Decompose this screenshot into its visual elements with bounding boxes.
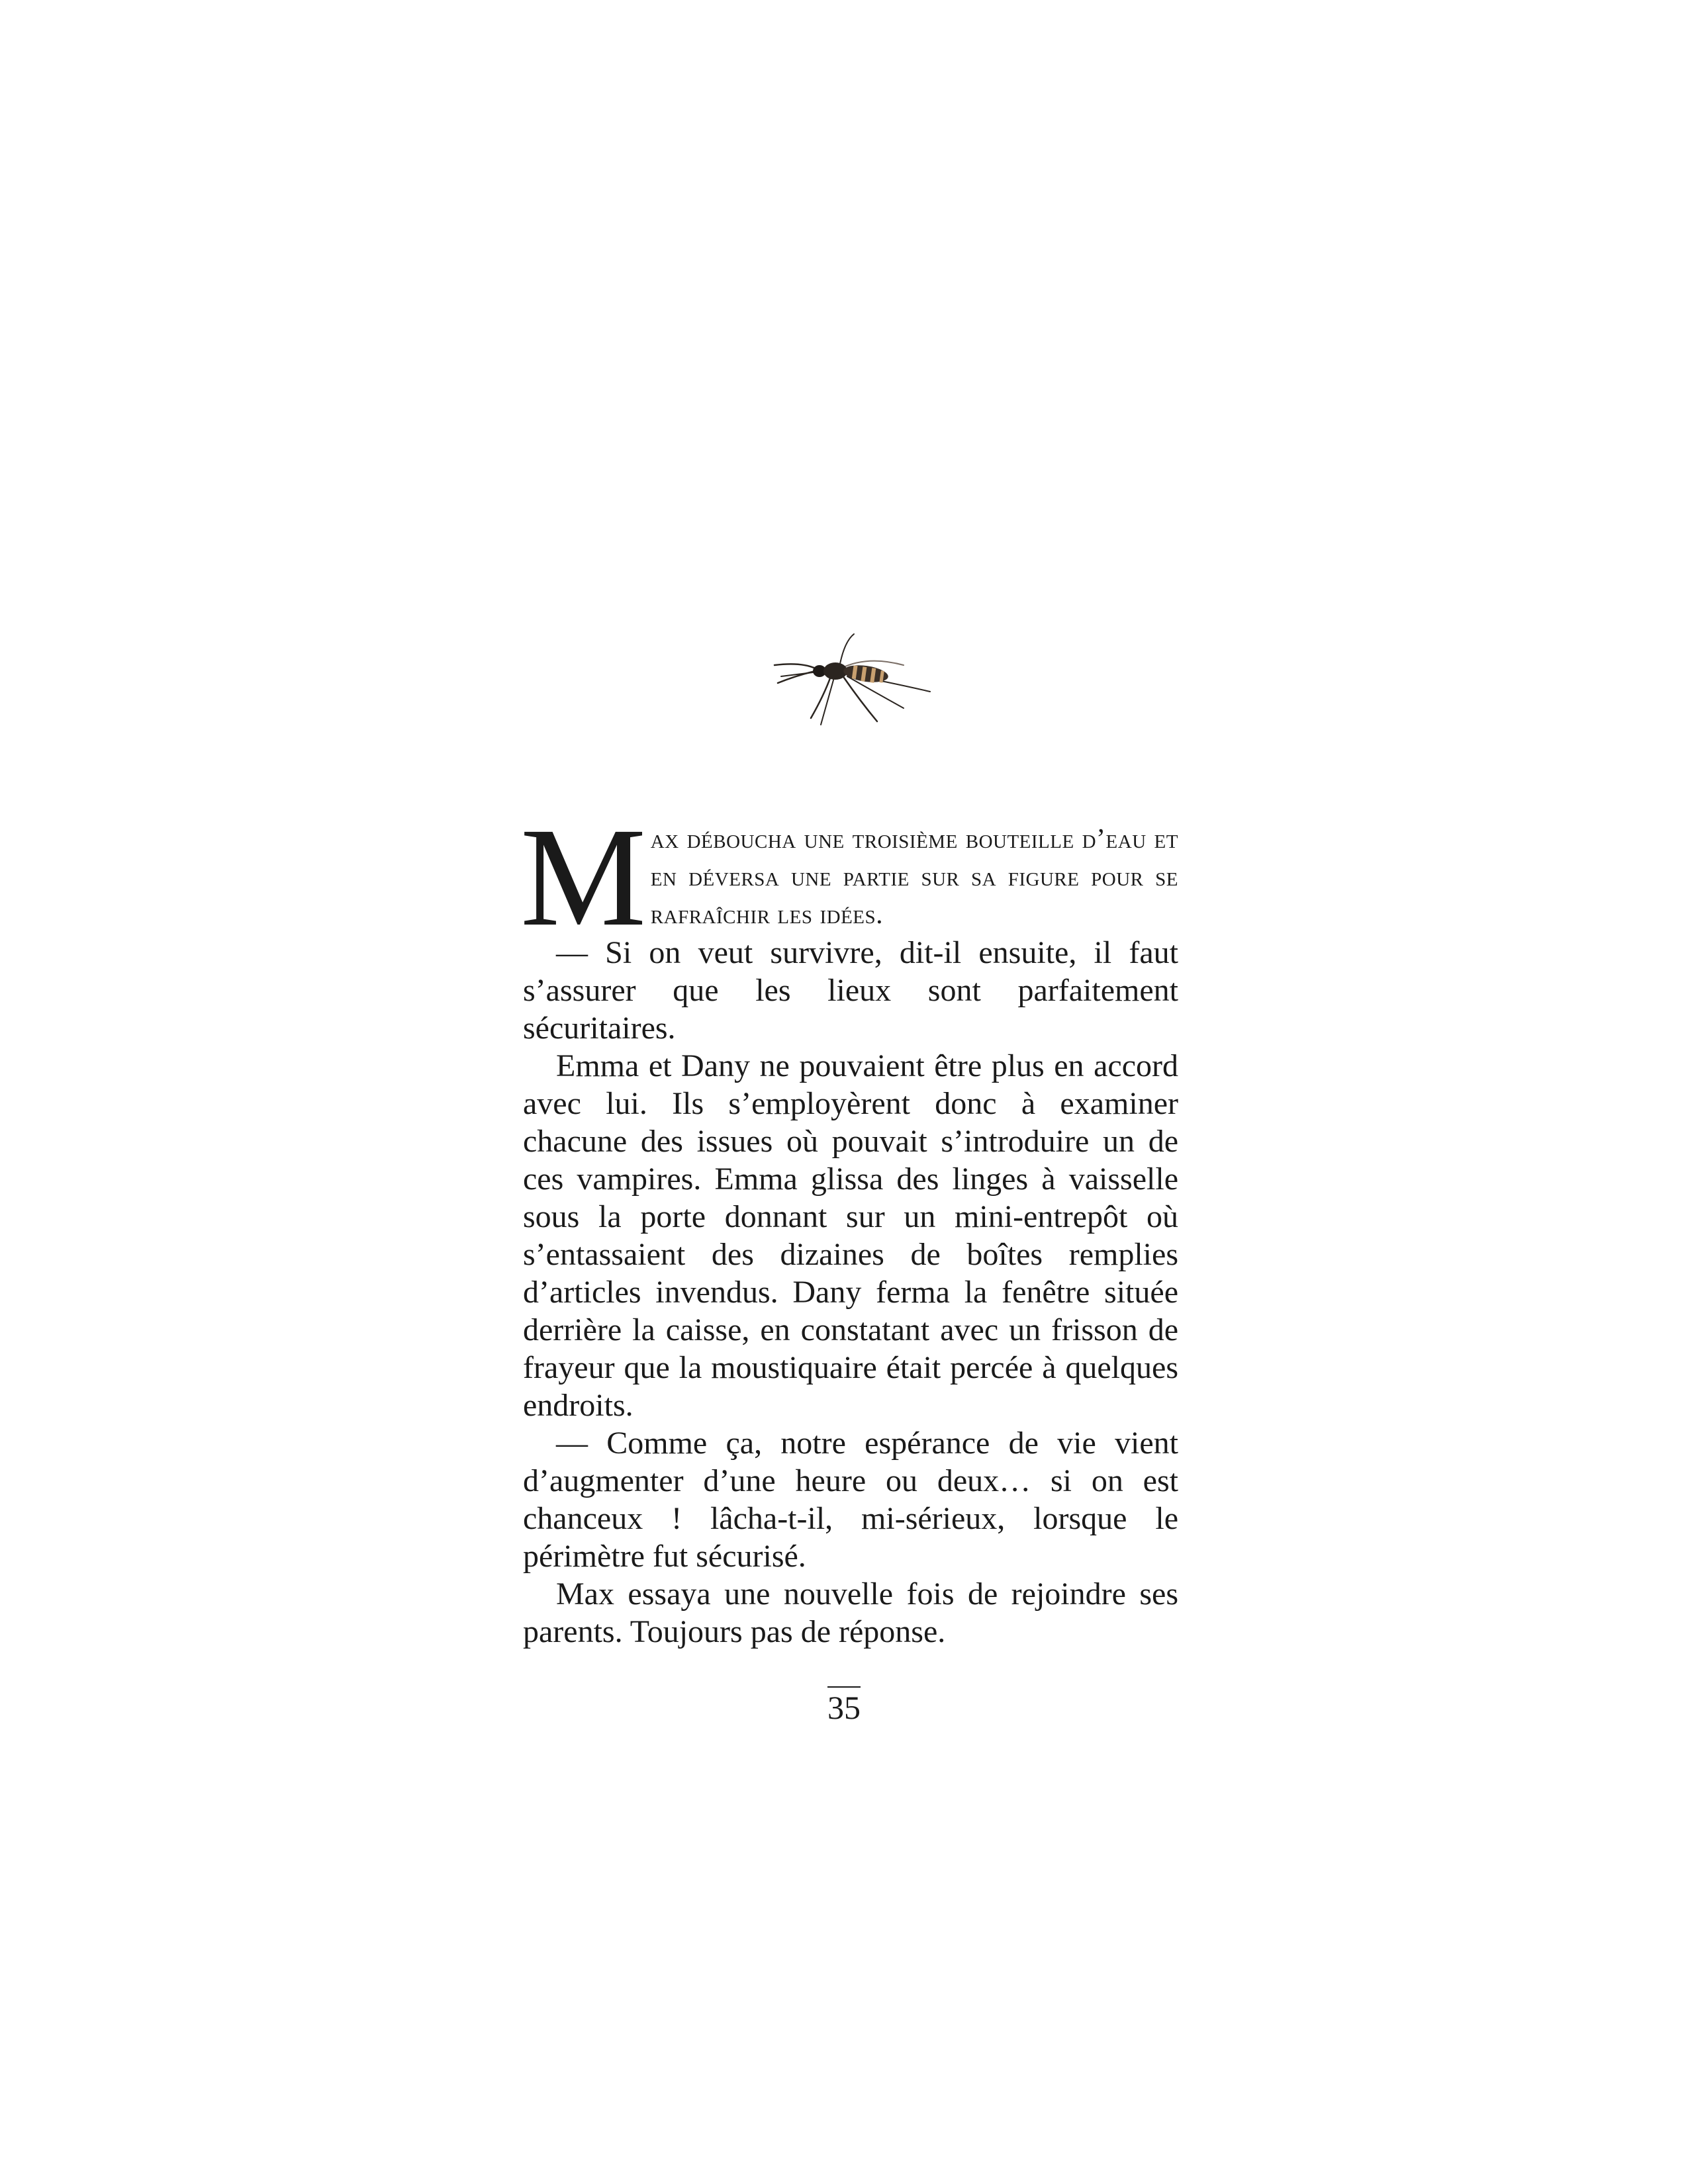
- mosquito-illustration: [761, 629, 933, 728]
- paragraph: Max essaya une nouvelle fois de rejoindre ses parents. Toujours pas de réponse.: [523, 1576, 1178, 1649]
- paragraph: — Si on veut survivre, dit-il ensuite, il faut s’assurer que les lieux sont parfaitement sécuritaires.: [523, 935, 1178, 1046]
- mosquito-icon: [761, 629, 933, 728]
- chapter-opening: [520, 799, 1178, 956]
- page-number-value: 35: [827, 1686, 861, 1726]
- opening-sentence: ax déboucha une troisième bouteille d’eau et en déversa une partie sur sa figure pour se rafraîchir les idées.: [650, 824, 1178, 930]
- drop-cap: M: [520, 799, 647, 956]
- paragraph: Emma et Dany ne pouvaient être plus en accord avec lui. Ils s’employèrent donc à examiner chacune des issues où pouvait s’introduire un de ces vampires. Emma glissa des linges à vaisselle sous la porte donnant sur un mini-entrepôt où s’entassaient des dizaines de boîtes remplies d’articles invendus. Dany ferma la fenêtre située derrière la caisse, en constatant avec un frisson de frayeur que la moustiquaire était percée à quelques endroits.: [523, 1048, 1178, 1423]
- page-number: [0, 1686, 1688, 1726]
- body-text: [520, 799, 1178, 1651]
- paragraph: — Comme ça, notre espérance de vie vient d’augmenter d’une heure ou deux… si on est chanceux ! lâcha-t-il, mi-sérieux, lorsque le périmètre fut sécurisé.: [523, 1426, 1178, 1574]
